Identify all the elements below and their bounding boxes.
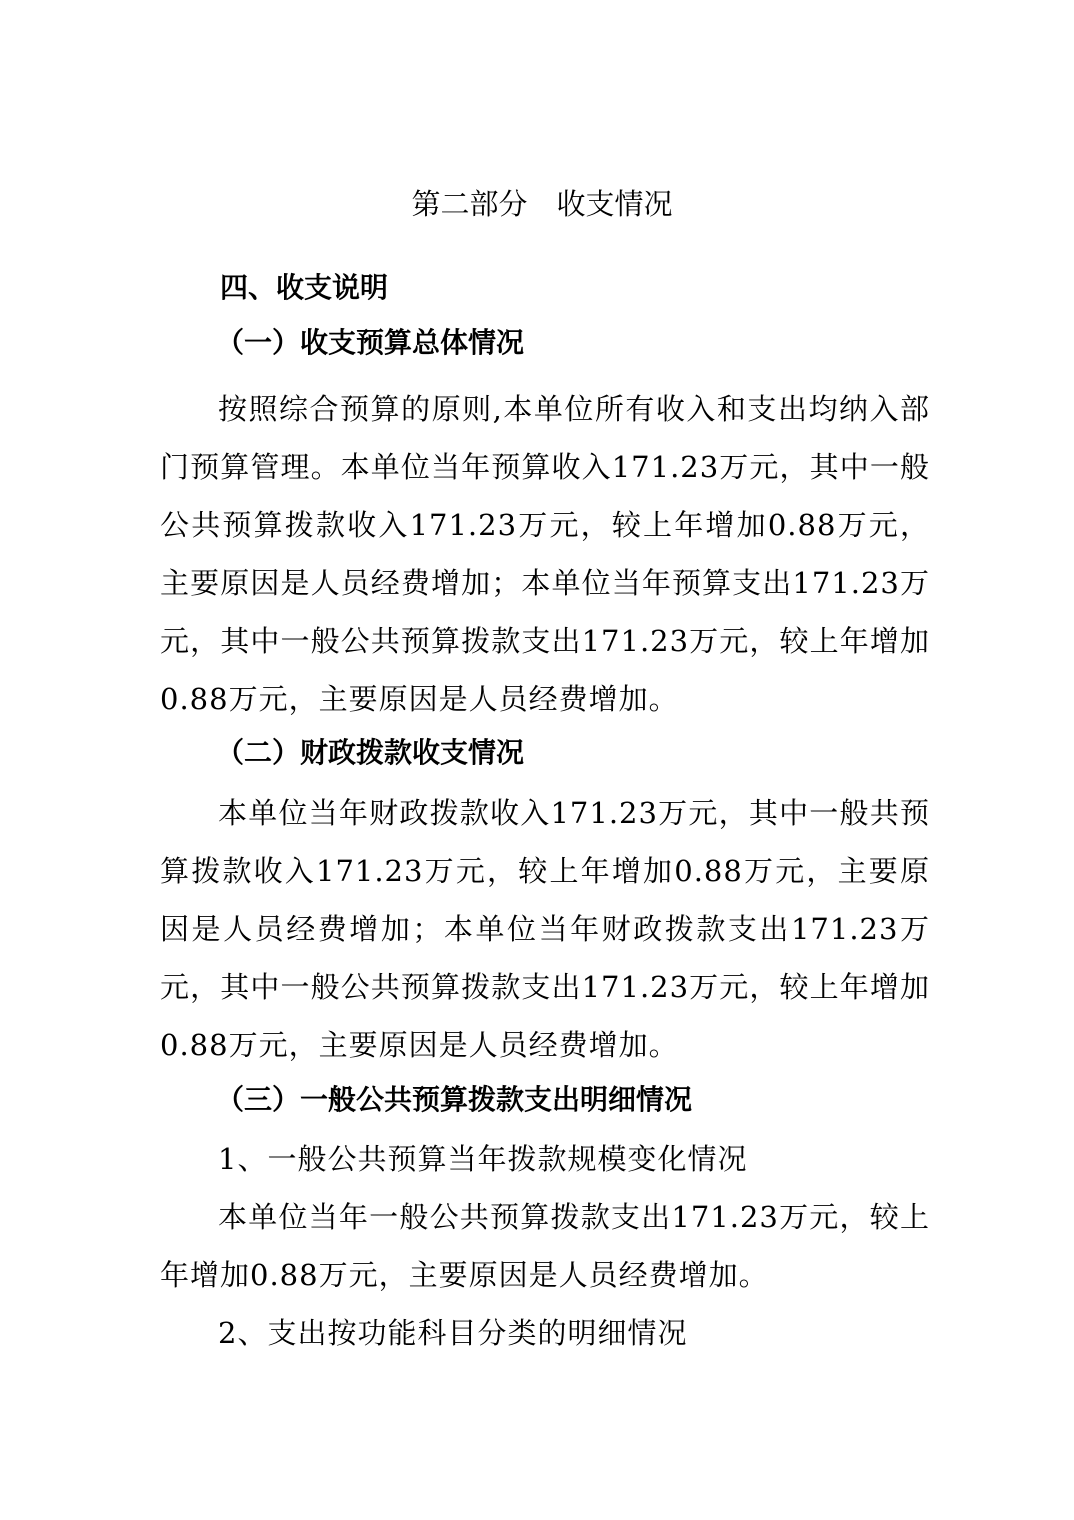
page-title: 第二部分 收支情况 (411, 187, 673, 221)
subsection-heading-1: （一）收支预算总体情况 (216, 326, 525, 359)
paragraph-budget-overview: 按照综合预算的原则,本单位所有收入和支出均纳入部门预算管理。本单位当年预算收入171.23万元，其中一般公共预算拨款收入171.23万元，较上年增加0.88万元，主要原因是人员经费增加；本单位当年预算支出171.23万元，其中一般公共预算拨款支出171.23万元，较上年增加0.88万元，主要原因是人员经费增加。 (160, 392, 930, 716)
item-label-2: 2、支出按功能科目分类的明细情况 (218, 1316, 688, 1350)
paragraph-scale-change: 本单位当年一般公共预算拨款支出171.23万元，较上年增加0.88万元，主要原因是人员经费增加。 (160, 1200, 930, 1292)
item-label-1: 1、一般公共预算当年拨款规模变化情况 (218, 1142, 748, 1176)
paragraph-fiscal-appropriation: 本单位当年财政拨款收入171.23万元，其中一般共预算拨款收入171.23万元，较上年增加0.88万元，主要原因是人员经费增加；本单位当年财政拨款支出171.23万元，其中一般公共预算拨款支出171.23万元，较上年增加0.88万元，主要原因是人员经费增加。 (160, 796, 930, 1062)
subsection-heading-2: （二）财政拨款收支情况 (216, 736, 525, 769)
section-heading: 四、收支说明 (220, 271, 389, 304)
subsection-heading-3: （三）一般公共预算拨款支出明细情况 (216, 1083, 693, 1116)
